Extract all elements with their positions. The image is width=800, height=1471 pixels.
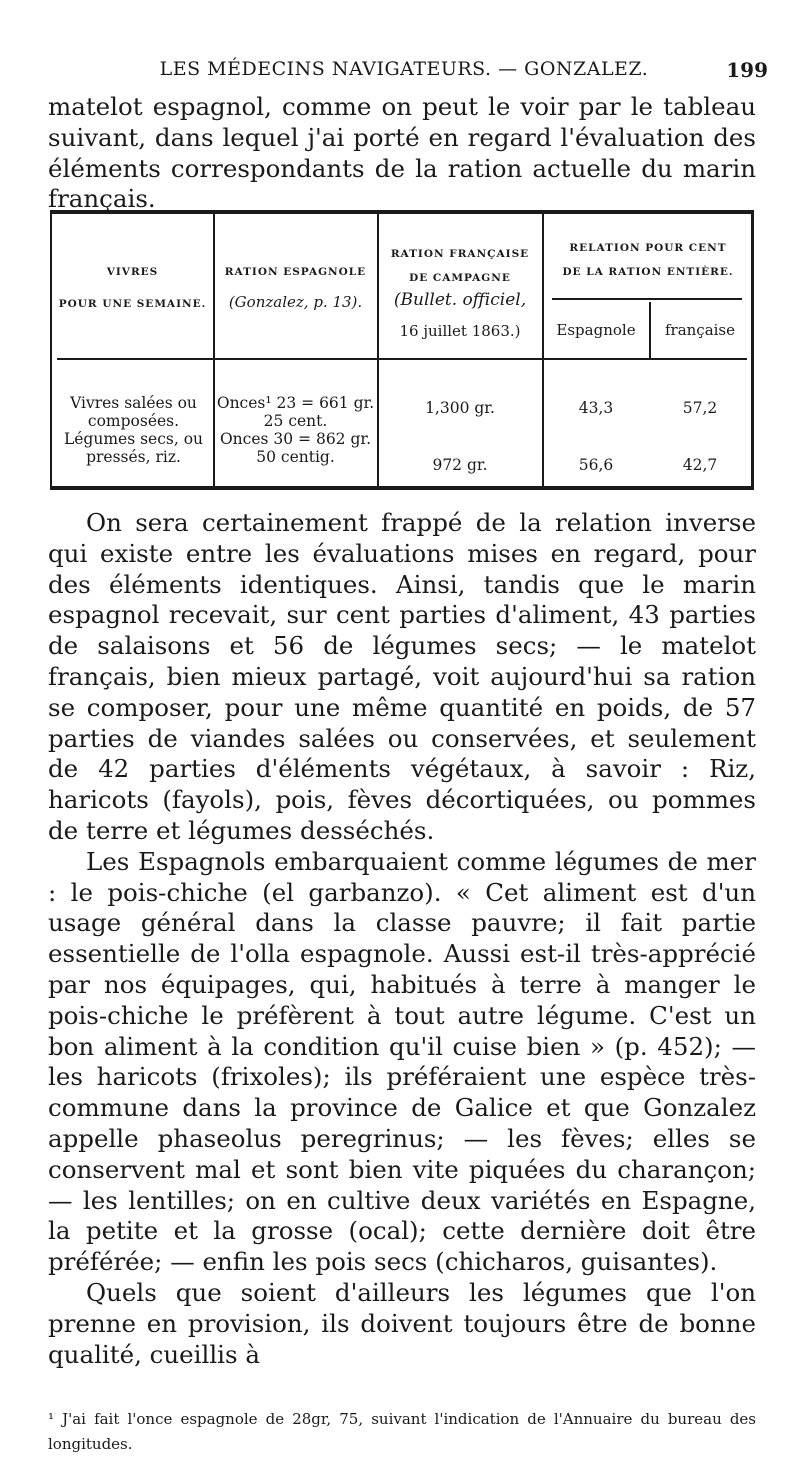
header-sub-espagnole: Espagnole xyxy=(556,321,636,339)
header-rule xyxy=(57,358,747,360)
paragraph-3: Quels que soient d'ailleurs les légumes que l'on prenne en provision, ils doivent toujours être de bonne qualité, cueillis à xyxy=(48,1277,756,1369)
header-sub-francaise: française xyxy=(664,321,736,339)
table-row-2-vivres: Légumes secs, ou pressés, riz. xyxy=(63,430,204,466)
table-row-1-fr: 1,300 gr. xyxy=(425,399,495,417)
header-brace-rule xyxy=(552,298,742,300)
paragraph-2: Les Espagnols embarquaient comme légumes de mer : le pois-chiche (el garbanzo). « Cet aliment est d'un usage général dans la classe pauvre; il fait partie essentielle de l'olla espagnole. Aussi est-il très-apprécié par nos équipages, qui, habitués à terre à manger le pois-chiche le préfèrent à tout autre légume. C'est un bon aliment à la condition qu'il cuise bien » (p. 452); — les haricots (frixoles); ils préféraient une espèce très-commune dans la province de Galice et que Gonzalez appelle phaseolus peregrinus; — les fèves; elles se conservent mal et sont bien vite piquées du charançon; — les lentilles; on en cultive deux variétés en Espagne, la petite et la grosse (ocal); cette dernière doit être préférée; — enfin les pois secs (chicharos, guisantes). xyxy=(48,846,756,1277)
table-row-1-esp-1: Onces¹ 23 = 661 gr. xyxy=(216,394,375,412)
table-row-1-vivres: Vivres salées ou composées. xyxy=(70,394,197,430)
table-row-2-pct-fr: 42,7 xyxy=(682,456,718,474)
page-number: 199 xyxy=(726,58,768,82)
header-vivres-1: VIVRES xyxy=(106,266,159,278)
header-ration-fr-2: DE CAMPAGNE xyxy=(409,272,511,284)
header-ration-fr-3: (Bullet. officiel, xyxy=(393,290,527,310)
intro-text: matelot espagnol, comme on peut le voir par le tableau suivant, dans lequel j'ai porté en regard l'évaluation des éléments correspondants de la ration actuelle du marin français. xyxy=(48,92,756,214)
header-ration-esp-1: RATION ESPAGNOLE xyxy=(224,266,367,278)
ration-table xyxy=(50,210,754,490)
header-relation-1: RELATION POUR CENT xyxy=(569,242,727,254)
table-row-2-pct-esp: 56,6 xyxy=(578,456,614,474)
table-row-1-esp-2: 25 cent. xyxy=(263,412,328,430)
header-ration-esp-2: (Gonzalez, p. 13). xyxy=(228,293,363,311)
header-vivres-2: POUR UNE SEMAINE. xyxy=(58,298,207,310)
header-ration-fr-4: 16 juillet 1863.) xyxy=(399,322,521,340)
intro-paragraph xyxy=(48,92,756,215)
table-row-2-esp-1: Onces 30 = 862 gr. xyxy=(219,430,372,448)
header-relation-2: DE LA RATION ENTIÈRE. xyxy=(562,266,734,278)
running-head: LES MÉDECINS NAVIGATEURS. — GONZALEZ. xyxy=(159,58,649,80)
body-text xyxy=(48,508,756,1370)
footnote: ¹ J'ai fait l'once espagnole de 28gr, 75, suivant l'indication de l'Annuaire du bureau des longitudes. xyxy=(48,1410,756,1453)
table-row-1-pct-fr: 57,2 xyxy=(682,399,718,417)
paragraph-1: On sera certainement frappé de la relation inverse qui existe entre les évaluations mises en regard, pour des éléments identiques. Ainsi, tandis que le marin espagnol recevait, sur cent parties d'aliment, 43 parties de salaisons et 56 de légumes secs; — le matelot français, bien mieux partagé, voit aujourd'hui sa ration se composer, pour une même quantité en poids, de 57 parties de viandes salées ou conservées, et seulement de 42 parties d'éléments végétaux, à savoir : Riz, haricots (fayols), pois, fèves décortiquées, ou pommes de terre et légumes desséchés. xyxy=(48,508,756,845)
header-ration-fr-1: RATION FRANÇAISE xyxy=(390,248,530,260)
table-row-1-pct-esp: 43,3 xyxy=(578,399,614,417)
table-row-2-esp-2: 50 centig. xyxy=(256,448,335,466)
table-row-2-fr: 972 gr. xyxy=(432,456,488,474)
